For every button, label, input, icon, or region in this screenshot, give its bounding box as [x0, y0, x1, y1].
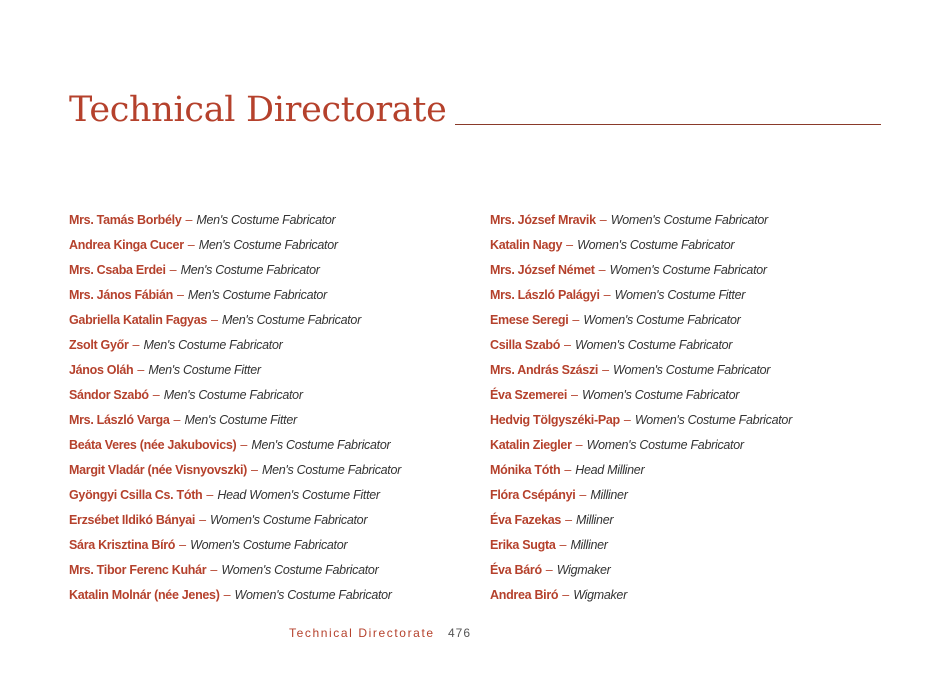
name-role-separator: –	[137, 363, 145, 377]
staff-role: Women's Costume Fabricator	[234, 588, 392, 602]
list-item	[69, 410, 474, 435]
staff-name: Sándor Szabó	[69, 388, 149, 402]
staff-name: Gyöngyi Csilla Cs. Tóth	[69, 488, 203, 502]
name-role-separator: –	[602, 363, 610, 377]
list-item	[490, 510, 910, 535]
list-item	[69, 510, 474, 535]
name-role-separator: –	[223, 588, 231, 602]
staff-name: Csilla Szabó	[490, 338, 561, 352]
staff-role: Men's Costume Fabricator	[251, 438, 391, 452]
name-role-separator: –	[559, 538, 567, 552]
page-footer	[289, 626, 471, 640]
staff-name: Hedvig Tölgyszéki-Pap	[490, 413, 620, 427]
name-role-separator: –	[599, 213, 607, 227]
staff-name: Margit Vladár (née Visnyovszki)	[69, 463, 248, 477]
name-role-separator: –	[564, 463, 572, 477]
staff-role: Women's Costume Fabricator	[190, 538, 348, 552]
staff-name: Erzsébet Ildikó Bányai	[69, 513, 196, 527]
staff-name: Mrs. József Német	[490, 263, 595, 277]
staff-role: Men's Costume Fitter	[184, 413, 297, 427]
list-item	[69, 385, 474, 410]
name-role-separator: –	[579, 488, 587, 502]
name-role-separator: –	[623, 413, 631, 427]
staff-role: Head Women's Costume Fitter	[217, 488, 380, 502]
footer-section-title: Technical Directorate	[289, 626, 435, 640]
staff-role: Milliner	[576, 513, 614, 527]
list-item	[69, 460, 474, 485]
staff-name: Beáta Veres (née Jakubovics)	[69, 438, 237, 452]
staff-list-left	[69, 210, 474, 610]
list-item	[69, 585, 474, 610]
list-item	[69, 260, 474, 285]
list-item	[490, 310, 910, 335]
staff-role: Men's Costume Fabricator	[180, 263, 320, 277]
staff-role: Men's Costume Fabricator	[198, 238, 338, 252]
name-role-separator: –	[251, 463, 258, 477]
list-item	[490, 560, 910, 585]
name-role-separator: –	[169, 263, 177, 277]
staff-name: Zsolt Győr	[69, 338, 129, 352]
list-item	[490, 385, 910, 410]
staff-role: Women's Costume Fitter	[614, 288, 746, 302]
heading-row	[69, 88, 881, 132]
staff-name: Éva Szemerei	[490, 388, 568, 402]
staff-role: Women's Costume Fabricator	[210, 513, 368, 527]
staff-name: Sára Krisztina Bíró	[69, 538, 176, 552]
list-item	[490, 260, 910, 285]
list-item	[69, 310, 474, 335]
list-item	[490, 435, 910, 460]
name-role-separator: –	[187, 238, 195, 252]
staff-role: Women's Costume Fabricator	[634, 413, 792, 427]
staff-name: Katalin Nagy	[490, 238, 563, 252]
name-role-separator: –	[565, 513, 573, 527]
staff-role: Women's Costume Fabricator	[583, 313, 741, 327]
name-role-separator: –	[603, 288, 611, 302]
list-item	[490, 285, 910, 310]
name-role-separator: –	[598, 263, 606, 277]
staff-role: Women's Costume Fabricator	[609, 263, 767, 277]
name-role-separator: –	[152, 388, 160, 402]
name-role-separator: –	[240, 438, 248, 452]
name-role-separator: –	[132, 338, 140, 352]
staff-name: Mrs. Tamás Borbély	[69, 213, 182, 227]
list-item	[69, 235, 474, 260]
list-item	[490, 585, 910, 610]
staff-role: Women's Costume Fabricator	[221, 563, 379, 577]
list-item	[490, 210, 910, 235]
list-item	[69, 485, 474, 510]
staff-role: Men's Costume Fabricator	[187, 288, 327, 302]
staff-name: Andrea Biró	[490, 588, 559, 602]
page-title: Technical Directorate	[69, 90, 447, 130]
list-item	[490, 235, 910, 260]
staff-role: Women's Costume Fabricator	[575, 338, 733, 352]
staff-role: Men's Costume Fabricator	[262, 463, 401, 477]
staff-name: Flóra Csépányi	[490, 488, 576, 502]
staff-name: Katalin Ziegler	[490, 438, 572, 452]
list-item	[69, 210, 474, 235]
staff-role: Milliner	[590, 488, 628, 502]
staff-list-right	[490, 210, 910, 610]
title-divider	[455, 124, 881, 125]
staff-role: Men's Costume Fabricator	[143, 338, 283, 352]
name-role-separator: –	[545, 563, 553, 577]
list-item	[69, 335, 474, 360]
staff-role: Women's Costume Fabricator	[581, 388, 740, 402]
name-role-separator: –	[173, 413, 181, 427]
staff-role: Women's Costume Fabricator	[610, 213, 768, 227]
name-role-separator: –	[210, 563, 218, 577]
list-item	[69, 560, 474, 585]
staff-role: Women's Costume Fabricator	[586, 438, 744, 452]
staff-name: János Oláh	[69, 363, 134, 377]
staff-name: Emese Seregi	[490, 313, 569, 327]
staff-name: Erika Sugta	[490, 538, 556, 552]
name-role-separator: –	[211, 313, 218, 327]
list-item	[490, 460, 910, 485]
list-item	[69, 535, 474, 560]
staff-name: Mrs. László Palágyi	[490, 288, 600, 302]
staff-name: Mrs. Csaba Erdei	[69, 263, 166, 277]
name-role-separator: –	[199, 513, 207, 527]
name-role-separator: –	[562, 588, 570, 602]
list-item	[490, 410, 910, 435]
staff-role: Men's Costume Fabricator	[196, 213, 336, 227]
staff-role: Wigmaker	[573, 588, 627, 602]
staff-name: Mrs. János Fábián	[69, 288, 173, 302]
name-role-separator: –	[572, 313, 580, 327]
list-item	[69, 285, 474, 310]
list-item	[69, 360, 474, 385]
staff-name: Mrs. József Mravik	[490, 213, 596, 227]
staff-name: Katalin Molnár (née Jenes)	[69, 588, 220, 602]
staff-name: Éva Báró	[490, 563, 542, 577]
name-role-separator: –	[176, 288, 184, 302]
name-role-separator: –	[206, 488, 214, 502]
staff-role: Men's Costume Fitter	[148, 363, 261, 377]
list-item	[69, 435, 474, 460]
list-item	[490, 535, 910, 560]
staff-name: Éva Fazekas	[490, 513, 562, 527]
name-role-separator: –	[566, 238, 574, 252]
staff-role: Women's Costume Fabricator	[613, 363, 771, 377]
list-item	[490, 335, 910, 360]
staff-role: Women's Costume Fabricator	[577, 238, 735, 252]
name-role-separator: –	[179, 538, 187, 552]
staff-name: Mrs. Tibor Ferenc Kuhár	[69, 563, 207, 577]
staff-role: Men's Costume Fabricator	[221, 313, 361, 327]
staff-name: Andrea Kinga Cucer	[69, 238, 184, 252]
name-role-separator: –	[575, 438, 583, 452]
staff-name: Mrs. András Szászi	[490, 363, 599, 377]
staff-role: Wigmaker	[556, 563, 611, 577]
list-item	[490, 360, 910, 385]
name-role-separator: –	[185, 213, 193, 227]
page-number: 476	[448, 626, 472, 640]
staff-name: Mónika Tóth	[490, 463, 561, 477]
list-item	[490, 485, 910, 510]
staff-name: Gabriella Katalin Fagyas	[69, 313, 207, 327]
name-role-separator: –	[564, 338, 571, 352]
staff-role: Men's Costume Fabricator	[163, 388, 303, 402]
staff-role: Milliner	[570, 538, 608, 552]
staff-role: Head Milliner	[575, 463, 645, 477]
staff-name: Mrs. László Varga	[69, 413, 170, 427]
name-role-separator: –	[571, 388, 578, 402]
